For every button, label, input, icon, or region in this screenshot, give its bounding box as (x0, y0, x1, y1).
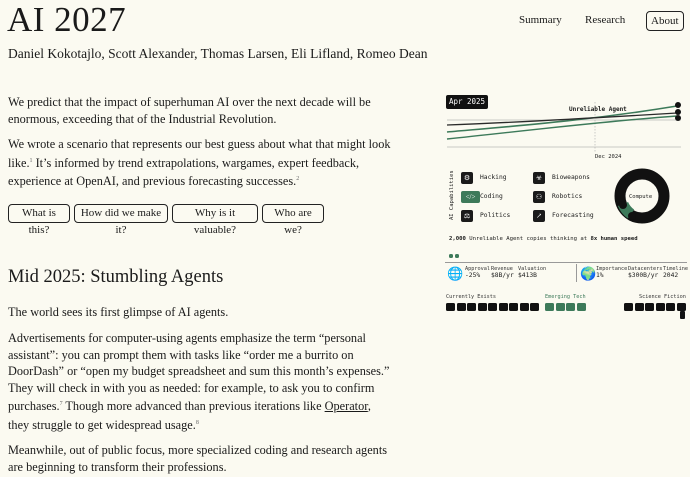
stat-revenue-value: $8B/yr (491, 272, 514, 279)
date-badge: Apr 2025 (446, 95, 488, 109)
tech-row-existing (446, 303, 541, 311)
bug-icon: ⚙ (461, 172, 473, 184)
capability-hacking: Hacking (480, 174, 507, 181)
stat-revenue (491, 266, 514, 279)
tech-item[interactable] (499, 303, 508, 311)
endpoint-icon-3 (675, 115, 681, 121)
tech-item[interactable] (645, 303, 654, 311)
tech-item-overflow[interactable] (680, 311, 685, 319)
tech-item[interactable] (556, 303, 565, 311)
stat-importance-label: Importance (596, 266, 628, 272)
stat-timeline (663, 266, 688, 279)
section-paragraph-2 (8, 330, 393, 434)
endpoint-icon-1 (675, 102, 681, 108)
tech-item[interactable] (666, 303, 675, 311)
compute-node-2 (628, 212, 636, 220)
copies-count: 2,000 (449, 236, 466, 242)
stat-importance (596, 266, 627, 279)
tech-item[interactable] (577, 303, 586, 311)
stat-valuation-value: $413B (518, 272, 537, 279)
tech-item[interactable] (635, 303, 644, 311)
tech-emerging-label: Emerging Tech (545, 294, 586, 300)
capability-forecasting: Forecasting (552, 212, 594, 219)
tech-item[interactable] (656, 303, 665, 311)
forecast-icon: ↗ (533, 210, 545, 222)
copies-indicator (449, 245, 460, 263)
axis-date-label: Dec 2024 (595, 154, 622, 160)
code-icon: </> (461, 191, 480, 203)
copies-speed: 8x human speed (590, 236, 638, 242)
tech-item[interactable] (545, 303, 554, 311)
intro-p2-start: We wrote a scenario that represents our best guess about what that might look like. (8, 137, 391, 170)
who-are-we-button[interactable]: Who are we? (262, 204, 324, 223)
politics-icon: ⚖ (461, 210, 473, 222)
section-p2-mid: Though more advanced than previous iterations like (62, 399, 325, 414)
footnote-7[interactable]: 7 (59, 401, 63, 408)
nav-summary-link[interactable]: Summary (519, 14, 562, 26)
tech-row-emerging (545, 303, 587, 311)
stats-divider (445, 262, 687, 263)
stat-approval (465, 266, 490, 279)
why-is-it-valuable-button[interactable]: Why is it valuable? (172, 204, 258, 223)
copies-dot-2 (455, 254, 459, 258)
stat-revenue-label: Revenue (491, 266, 513, 272)
section-heading: Mid 2025: Stumbling Agents (8, 267, 224, 287)
tech-currently-label: Currently Exists (446, 294, 496, 300)
stats-separator (576, 264, 577, 282)
footnote-1[interactable]: 1 (29, 157, 33, 164)
footnote-8[interactable]: 8 (195, 420, 199, 427)
tech-item[interactable] (457, 303, 466, 311)
tech-item[interactable] (677, 303, 686, 311)
capability-bioweapons: Bioweapons (552, 174, 590, 181)
stat-valuation-label: Valuation (518, 266, 547, 272)
robot-icon: ⚇ (533, 191, 545, 203)
tech-item[interactable] (509, 303, 518, 311)
endpoint-icon-2 (675, 109, 681, 115)
biohazard-icon: ☣ (533, 172, 545, 184)
operator-link[interactable]: Operator (324, 399, 368, 414)
tech-item[interactable] (446, 303, 455, 311)
copies-text: Unreliable Agent copies thinking at (465, 236, 591, 242)
compute-node-1 (619, 201, 627, 209)
copies-dot-1 (449, 254, 453, 258)
tech-item[interactable] (530, 303, 539, 311)
stat-datacenters-label: Datacenters (628, 266, 663, 272)
tech-item[interactable] (520, 303, 529, 311)
capabilities-label-wrap (447, 170, 457, 222)
capabilities-label: AI Capabilities (449, 170, 455, 220)
intro-paragraph-1: We predict that the impact of superhuman AI over the next decade will be enormous, exceeding that of the Industrial Revolution. (8, 95, 371, 126)
stat-valuation (518, 266, 546, 279)
stat-datacenters-value: $300B/yr (628, 272, 659, 279)
stat-timeline-value: 2042 (663, 272, 679, 279)
tech-item[interactable] (566, 303, 575, 311)
stat-timeline-label: Timeline (663, 266, 688, 272)
stat-datacenters (628, 266, 662, 279)
section-paragraph-1: The world sees its first glimpse of AI agents. (8, 305, 229, 319)
agent-copies-line (449, 236, 638, 242)
site-title[interactable]: AI 2027 (7, 0, 127, 39)
intro-p2-end: It’s informed by trend extrapolations, wargames, expert feedback, experience at OpenAI, and previous forecasting successes. (8, 155, 360, 189)
tech-row-scifi (624, 303, 687, 311)
capability-trend-chart (445, 98, 685, 156)
stat-importance-value: 1% (596, 272, 604, 279)
tech-item[interactable] (488, 303, 497, 311)
world-icon: 🌍 (580, 266, 597, 281)
line-label: Unreliable Agent (569, 106, 627, 113)
tech-item[interactable] (478, 303, 487, 311)
stat-approval-value: -25% (465, 272, 481, 279)
section-p2-end: , they struggle to get widespread usage. (8, 399, 371, 433)
capability-politics: Politics (480, 212, 511, 219)
section-p2-start: Advertisements for computer-using agents emphasize the term “personal assistant”: you can prompt them with tasks like “order me a burrito on DoorDash” or “open my budget spreadsheet and sum this month’s expenses.” They will check in with you as needed: for example, to ask you to confirm purchases. (8, 331, 390, 414)
stat-approval-label: Approval (465, 266, 490, 272)
nav-about-link[interactable]: About (646, 11, 684, 31)
capability-coding: Coding (480, 193, 503, 200)
how-did-we-make-it-button[interactable]: How did we make it? (74, 204, 168, 223)
nav-research-link[interactable]: Research (585, 14, 626, 26)
footnote-2[interactable]: 2 (296, 176, 300, 183)
globe-icon: 🌐 (447, 266, 464, 281)
section-paragraph-3: Meanwhile, out of public focus, more specialized coding and research agents are beginning to transform their professions. (8, 443, 388, 474)
tech-item[interactable] (467, 303, 476, 311)
tech-scifi-label: Science Fiction (639, 294, 686, 300)
what-is-this-button[interactable]: What is this? (8, 204, 70, 223)
compute-label: Compute (629, 194, 653, 200)
authors-line: Daniel Kokotajlo, Scott Alexander, Thomas Larsen, Eli Lifland, Romeo Dean (8, 46, 428, 61)
capability-robotics: Robotics (552, 193, 583, 200)
intro-paragraph-2 (8, 136, 393, 190)
tech-item[interactable] (624, 303, 633, 311)
